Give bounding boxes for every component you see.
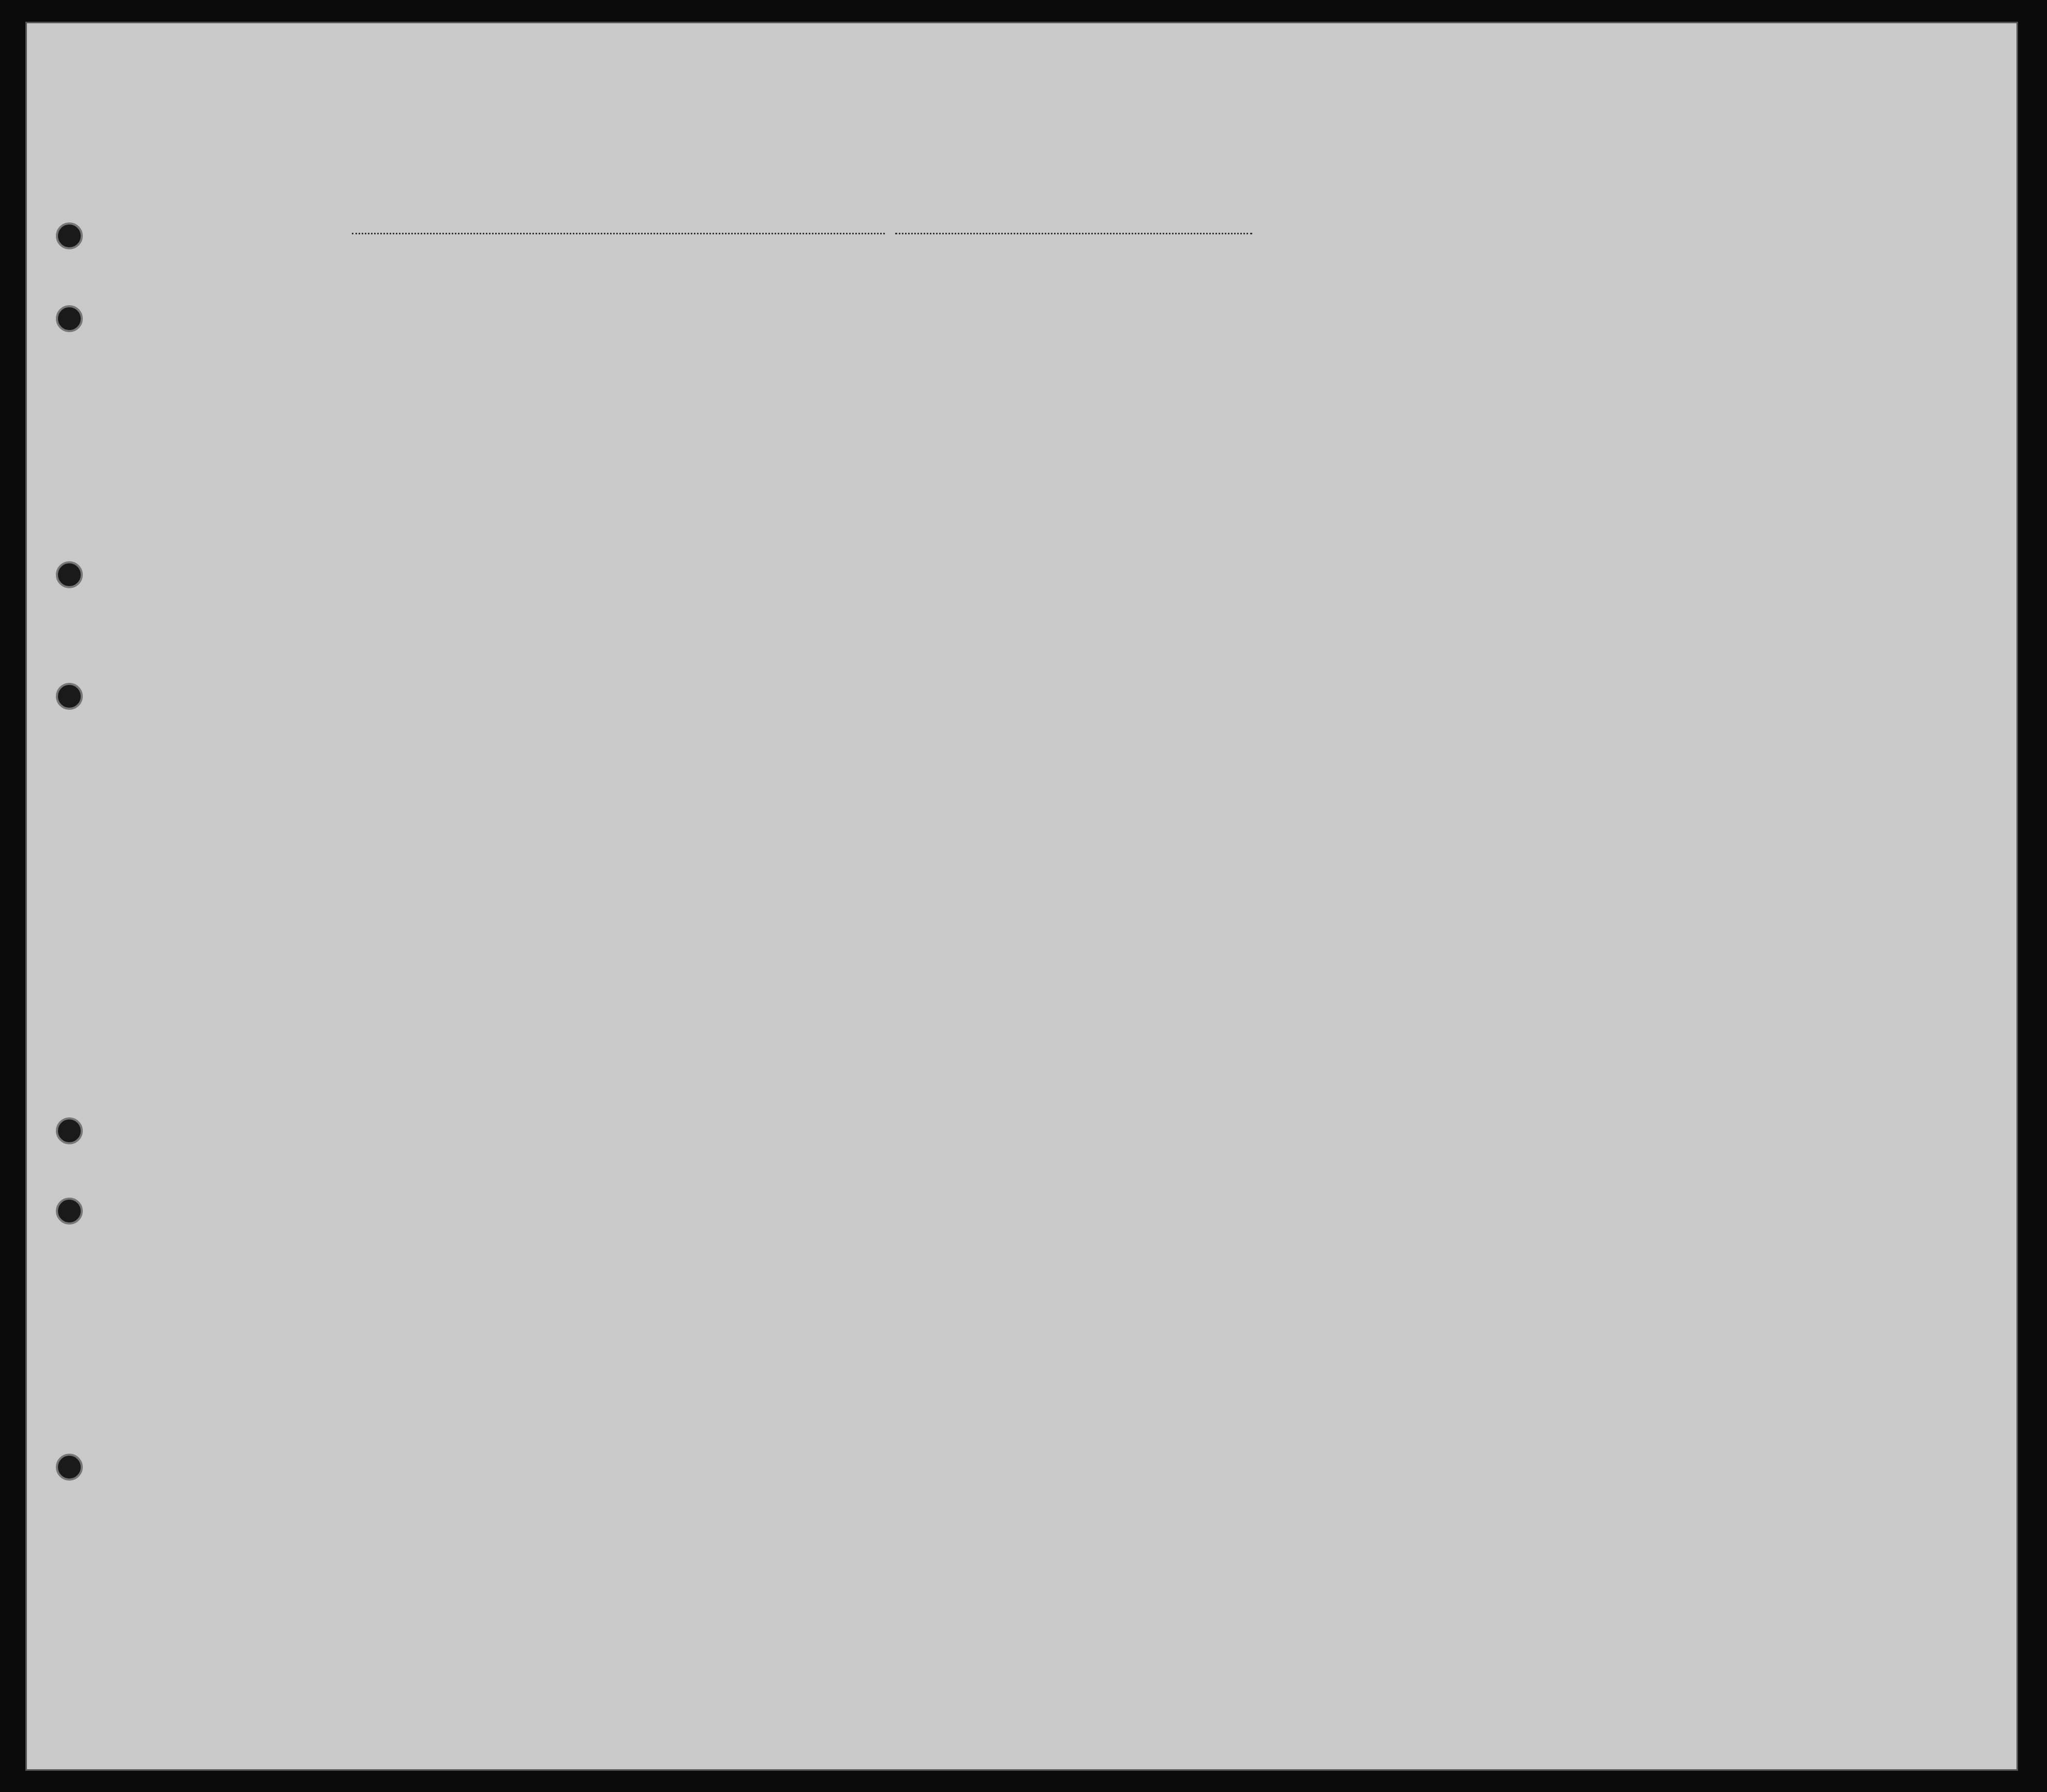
- manifest-sheet: [27, 23, 2016, 1769]
- punch-hole: [56, 561, 83, 588]
- punch-hole: [56, 1117, 83, 1144]
- punch-hole: [56, 222, 83, 249]
- punch-hole: [56, 683, 83, 710]
- punch-hole: [56, 1198, 83, 1224]
- punch-hole: [56, 1454, 83, 1481]
- punch-hole: [56, 305, 83, 332]
